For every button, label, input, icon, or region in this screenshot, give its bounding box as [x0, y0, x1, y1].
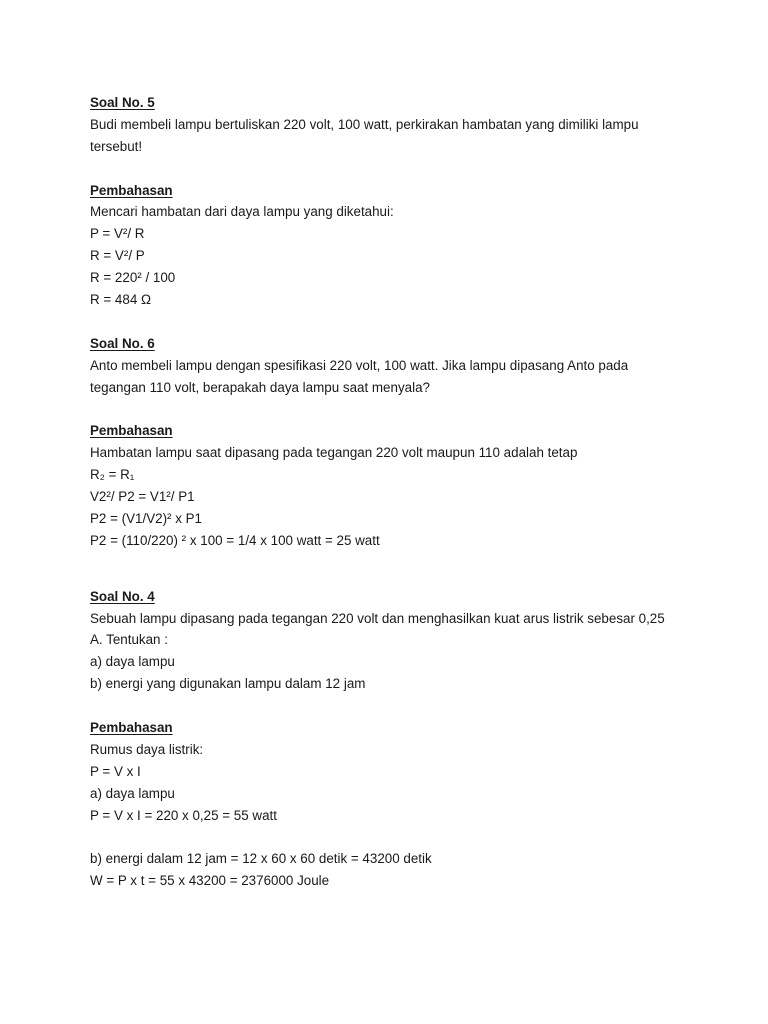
- solution-line: Rumus daya listrik:: [90, 741, 204, 757]
- problem-title: Soal No. 4: [90, 588, 155, 604]
- solution-line: R = 220² / 100: [90, 270, 176, 286]
- solution-line: P2 = (V1/V2)² x P1: [90, 510, 203, 526]
- problem-text-line: b) energi yang digunakan lampu dalam 12 jam: [90, 676, 366, 692]
- solution-line: Mencari hambatan dari daya lampu yang diketahui:: [90, 204, 394, 220]
- problem-text-line: Budi membeli lampu bertuliskan 220 volt, 100 watt, perkirakan hambatan yang dimiliki lampu: [90, 116, 639, 132]
- solution-line: P = V x I: [90, 763, 141, 779]
- solution-line: R₂ = R₁: [90, 467, 135, 483]
- problem-title: Soal No. 6: [90, 335, 155, 351]
- solution-line: P = V²/ R: [90, 226, 145, 242]
- problem-section: [90, 92, 710, 311]
- solution-title: Pembahasan: [90, 182, 173, 198]
- solution-title: Pembahasan: [90, 720, 173, 736]
- solution-title: Pembahasan: [90, 423, 173, 439]
- problem-text-line: tersebut!: [90, 138, 143, 154]
- problem-text-line: A. Tentukan :: [90, 632, 168, 648]
- solution-line: V2²/ P2 = V1²/ P1: [90, 489, 195, 505]
- solution-line: P2 = (110/220) ² x 100 = 1/4 x 100 watt = 25 watt: [90, 532, 380, 548]
- solution-line: Hambatan lampu saat dipasang pada tegangan 220 volt maupun 110 adalah tetap: [90, 445, 578, 461]
- solution-line: [90, 827, 710, 849]
- problem-text-line: Sebuah lampu dipasang pada tegangan 220 volt dan menghasilkan kuat arus listrik sebesar 0,25: [90, 610, 665, 626]
- problem-title: Soal No. 5: [90, 95, 155, 110]
- problem-text-line: tegangan 110 volt, berapakah daya lampu saat menyala?: [90, 379, 430, 395]
- solution-line: a) daya lampu: [90, 785, 175, 801]
- problem-text-line: Anto membeli lampu dengan spesifikasi 220 volt, 100 watt. Jika lampu dipasang Anto pada: [90, 357, 629, 373]
- solution-line: R = 484 Ω: [90, 292, 152, 308]
- problem-section: [90, 586, 710, 892]
- problem-section: [90, 333, 710, 552]
- solution-line: P = V x I = 220 x 0,25 = 55 watt: [90, 807, 277, 823]
- problem-text-line: a) daya lampu: [90, 654, 175, 670]
- solution-line: R = V²/ P: [90, 248, 145, 264]
- solution-line: b) energi dalam 12 jam = 12 x 60 x 60 detik = 43200 detik: [90, 851, 432, 867]
- document-page: [90, 92, 710, 892]
- solution-line: W = P x t = 55 x 43200 = 2376000 Joule: [90, 873, 330, 889]
